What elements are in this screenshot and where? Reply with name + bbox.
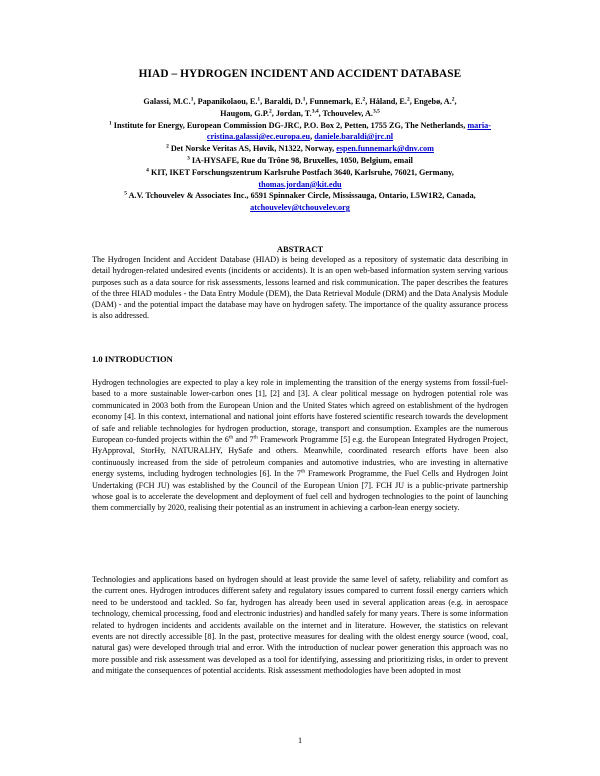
email-link[interactable]: maria-cristina.galassi@ec.europa.eu <box>206 120 492 142</box>
affiliation-2 <box>166 144 434 153</box>
affil-mark: 4 <box>146 167 149 174</box>
affiliation-text: Det Norske Veritas AS, Høvik, N1322, Norway, <box>168 144 337 154</box>
affil-mark: 3,4 <box>311 108 319 115</box>
author-list <box>143 97 456 118</box>
affiliation-1 <box>109 121 491 142</box>
affil-mark: 1 <box>257 96 261 103</box>
email-link[interactable]: espen.funnemark@dnv.com <box>336 144 434 154</box>
affiliation-text: Institute for Energy, European Commission DG-JRC, P.O. Box 2, Petten, 1755 ZG, The Netherlands, <box>111 120 468 130</box>
author-block <box>86 96 514 214</box>
affil-mark: 1 <box>108 119 112 126</box>
author-name: , Håland, E. <box>365 97 407 106</box>
email-link[interactable]: atchouvelev@tchouvelev.org <box>250 203 350 213</box>
ordinal-suffix: th <box>253 434 258 441</box>
intro-paragraph-1 <box>92 377 508 514</box>
text-run: Framework Programme, the Fuel Cells and Hydrogen Joint Undertaking (FCH JU) was established by the Council of the European Union [7]. FCH JU is a public-private partnership whose goal is to accelerate the development and deployment of fuel cell and hydrogen technologies to the point of launching them commercially by 2020, realising their potential as an instrument in achieving a carbon-lean energy society. <box>92 469 508 513</box>
affiliation-text: A.V. Tchouvelev & Associates Inc., 6591 Spinnaker Circle, Mississauga, Ontario, L5W1R2, Canada, <box>127 191 476 201</box>
author-name: Galassi, M.C. <box>143 97 191 106</box>
separator: , <box>310 132 315 142</box>
author-name: , Engebø, A. <box>409 97 452 106</box>
email-link[interactable]: thomas.jordan@kit.edu <box>258 179 342 189</box>
affil-mark: 3,5 <box>372 108 380 115</box>
affiliation-text: KIT, IKET Forschungszentrum Karlsruhe Postfach 3640, Karlsruhe, 76021, Germany, <box>148 167 454 177</box>
abstract-heading: ABSTRACT <box>276 244 324 254</box>
author-name: , Funnemark, E. <box>305 97 363 106</box>
text-run: Framework Programme [5] e.g. the European Integrated Hydrogen Project, HyApproval, StorHy, NATURALHY, HySafe and others. Meanwhile, coordinated research efforts have been also continuously increased from the side of petroleum companies and automotive industries, who are investing in alternative energy systems, including hydrogen technologies [6]. In the 7 <box>92 435 509 479</box>
author-name: , Jordan, T. <box>271 108 312 118</box>
intro-paragraph-2: Technologies and applications based on hydrogen should at least provide the same level of safety, reliability and comfort as the current ones. Hydrogen introduces different safety and regulatory issues compared to current fossil energy carriers which need to be understood and tackled. So far, hydrogen has already been used in several application areas (e.g. in aerospace technology, chemical processing, food and electronic industries) and handled safely for many years. There is some information related to hydrogen incidents and accidents available on the internet and in literature. However, the statistics on relevant events are not directly accessible [8]. In the past, protective measures for dealing with the oldest energy source (wood, coal, natural gas) were developed through trial and error. With the introduction of nuclear power generation this approach was no more possible and risk assessment was developed as a tool for identifying, assessing and prioritizing risks, in order to prevent and mitigate the consequences of potential accidents. Risk assessment methodologies have been adopted in most <box>92 575 508 676</box>
affil-mark: 2 <box>268 108 272 115</box>
affiliation-4 <box>146 168 454 189</box>
affiliation-5 <box>124 191 475 212</box>
affiliation-text: IA-HYSAFE, Rue du Trône 98, Bruxelles, 1050, Belgium, email <box>189 155 413 165</box>
ordinal-suffix: th <box>228 434 234 441</box>
author-name: , Tchouvelev, A. <box>318 108 373 118</box>
affil-mark: 2 <box>166 143 169 150</box>
affil-mark: 1 <box>302 96 306 103</box>
affil-mark: 1 <box>190 96 194 103</box>
section-heading: 1.0 INTRODUCTION <box>92 354 173 364</box>
abstract-text: The Hydrogen Incident and Accident Database (HIAD) is being developed as a repository of systematic data describing in detail hydrogen-related undesired events (incidents or accidents). It is an open web-based information system serving various purposes such as a data source for risk assessments, lessons learned and risk communication. The paper describes the features of the three HIAD modules - the Data Entry Module (DEM), the Data Retrieval Module (DRM) and the Data Analysis Module (DAM) - and the potential impact the database may have on hydrogen safety. The importance of the quality assurance process is also addressed. <box>92 255 508 321</box>
affil-mark: 2 <box>362 96 366 103</box>
page-number: 1 <box>297 736 303 745</box>
author-name: , Papanikolaou, E. <box>193 97 258 106</box>
text-run: Hydrogen technologies are expected to play a key role in implementing the transition of the energy systems from fossil-fuel-based to a more sustainable lower-carbon ones [1], [2] and [3]. A clear political message on hydrogen potential role was communicated in 2003 both from the European Union and the United States which agreed on establishment of the hydrogen economy [4]. In this context, international and national joint efforts have fostered scientific research towards the development of safe and reliable technologies for hydrogen production, storage, transport and consumption. Examples are the numerous European co-funded projects within the 6 <box>92 378 508 445</box>
affiliation-3 <box>187 156 413 165</box>
affil-mark: 2 <box>406 96 410 103</box>
affil-mark: 5 <box>124 190 128 197</box>
text-run: and 7 <box>233 435 254 445</box>
author-name: , Baraldi, D. <box>260 97 303 106</box>
paper-title: HIAD – HYDROGEN INCIDENT AND ACCIDENT DATABASE <box>138 68 462 80</box>
affil-mark: 2 <box>451 96 455 103</box>
author-name: Haugom, G.P. <box>220 108 269 118</box>
ordinal-suffix: th <box>300 468 306 475</box>
affil-mark: 3 <box>187 155 190 162</box>
author-name: , <box>454 97 457 106</box>
email-link[interactable]: daniele.baraldi@jrc.nl <box>314 132 394 142</box>
